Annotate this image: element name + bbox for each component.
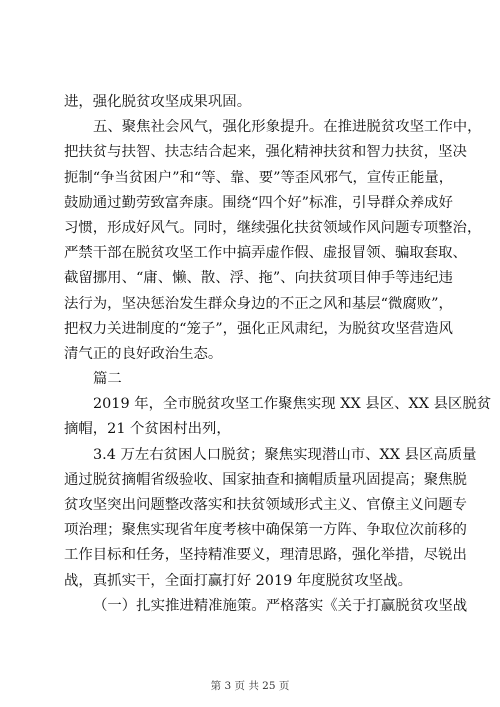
paragraph-line: 扼制“争当贫困户”和“等、靠、要”等歪风邪气，宣传正能量， xyxy=(64,169,454,186)
paragraph-line: 摘帽，21 个贫困村出列， xyxy=(64,421,231,438)
paragraph-line: 工作目标和任务，坚持精准要义，理清思路，强化举措，尽锐出 xyxy=(64,547,467,564)
paragraph-line: 截留挪用、“庸、懒、散、浮、拖”、向扶贫项目伸手等违纪违 xyxy=(64,270,453,287)
page-number-footer: 第 3 页 共 25 页 xyxy=(210,680,290,692)
paragraph-line: 2019 年，全市脱贫攻坚工作聚焦实现 XX 县区、XX 县区脱贫 xyxy=(93,396,492,413)
paragraph-line: 把扶贫与扶智、扶志结合起来，强化精神扶贫和智力扶贫，坚决 xyxy=(64,144,467,161)
paragraph-line: （一）扎实推进精准施策。严格落实《关于打赢脱贫攻坚战 xyxy=(93,597,468,614)
paragraph-line: 鼓励通过勤劳致富奔康。围绕“四个好”标准，引导群众养成好 xyxy=(64,194,453,211)
paragraph-line: 把权力关进制度的“笼子”，强化正风肃纪，为脱贫攻坚营造风 xyxy=(64,320,453,337)
paragraph-line: 3.4 万左右贫困人口脱贫；聚焦实现潜山市、XX 县区高质量 xyxy=(93,446,477,463)
paragraph-line: 战，真抓实干，全面打赢打好 2019 年度脱贫攻坚战。 xyxy=(64,572,412,589)
paragraph-line: 清气正的良好政治生态。 xyxy=(64,345,223,362)
paragraph-line: 项治理；聚焦实现省年度考核中确保第一方阵、争取位次前移的 xyxy=(64,522,467,539)
section-heading: 篇二 xyxy=(93,371,122,388)
paragraph-line: 进，强化脱贫攻坚成果巩固。 xyxy=(64,94,252,110)
paragraph-line: 通过脱贫摘帽省级验收、国家抽查和摘帽质量巩固提高；聚焦脱 xyxy=(64,471,467,488)
paragraph-line: 严禁干部在脱贫攻坚工作中搞弄虚作假、虚报冒领、骗取套取、 xyxy=(64,245,467,262)
paragraph-line: 贫攻坚突出问题整改落实和扶贫领域形式主义、官僚主义问题专 xyxy=(64,497,467,513)
paragraph-line: 五、聚焦社会风气，强化形象提升。在推进脱贫攻坚工作中， xyxy=(93,119,482,136)
paragraph-line: 习惯，形成好风气。同时，继续强化扶贫领域作风问题专项整治， xyxy=(64,219,482,236)
paragraph-line: 法行为，坚决惩治发生群众身边的不正之风和基层“微腐败”， xyxy=(64,295,453,312)
document-body xyxy=(64,90,492,619)
